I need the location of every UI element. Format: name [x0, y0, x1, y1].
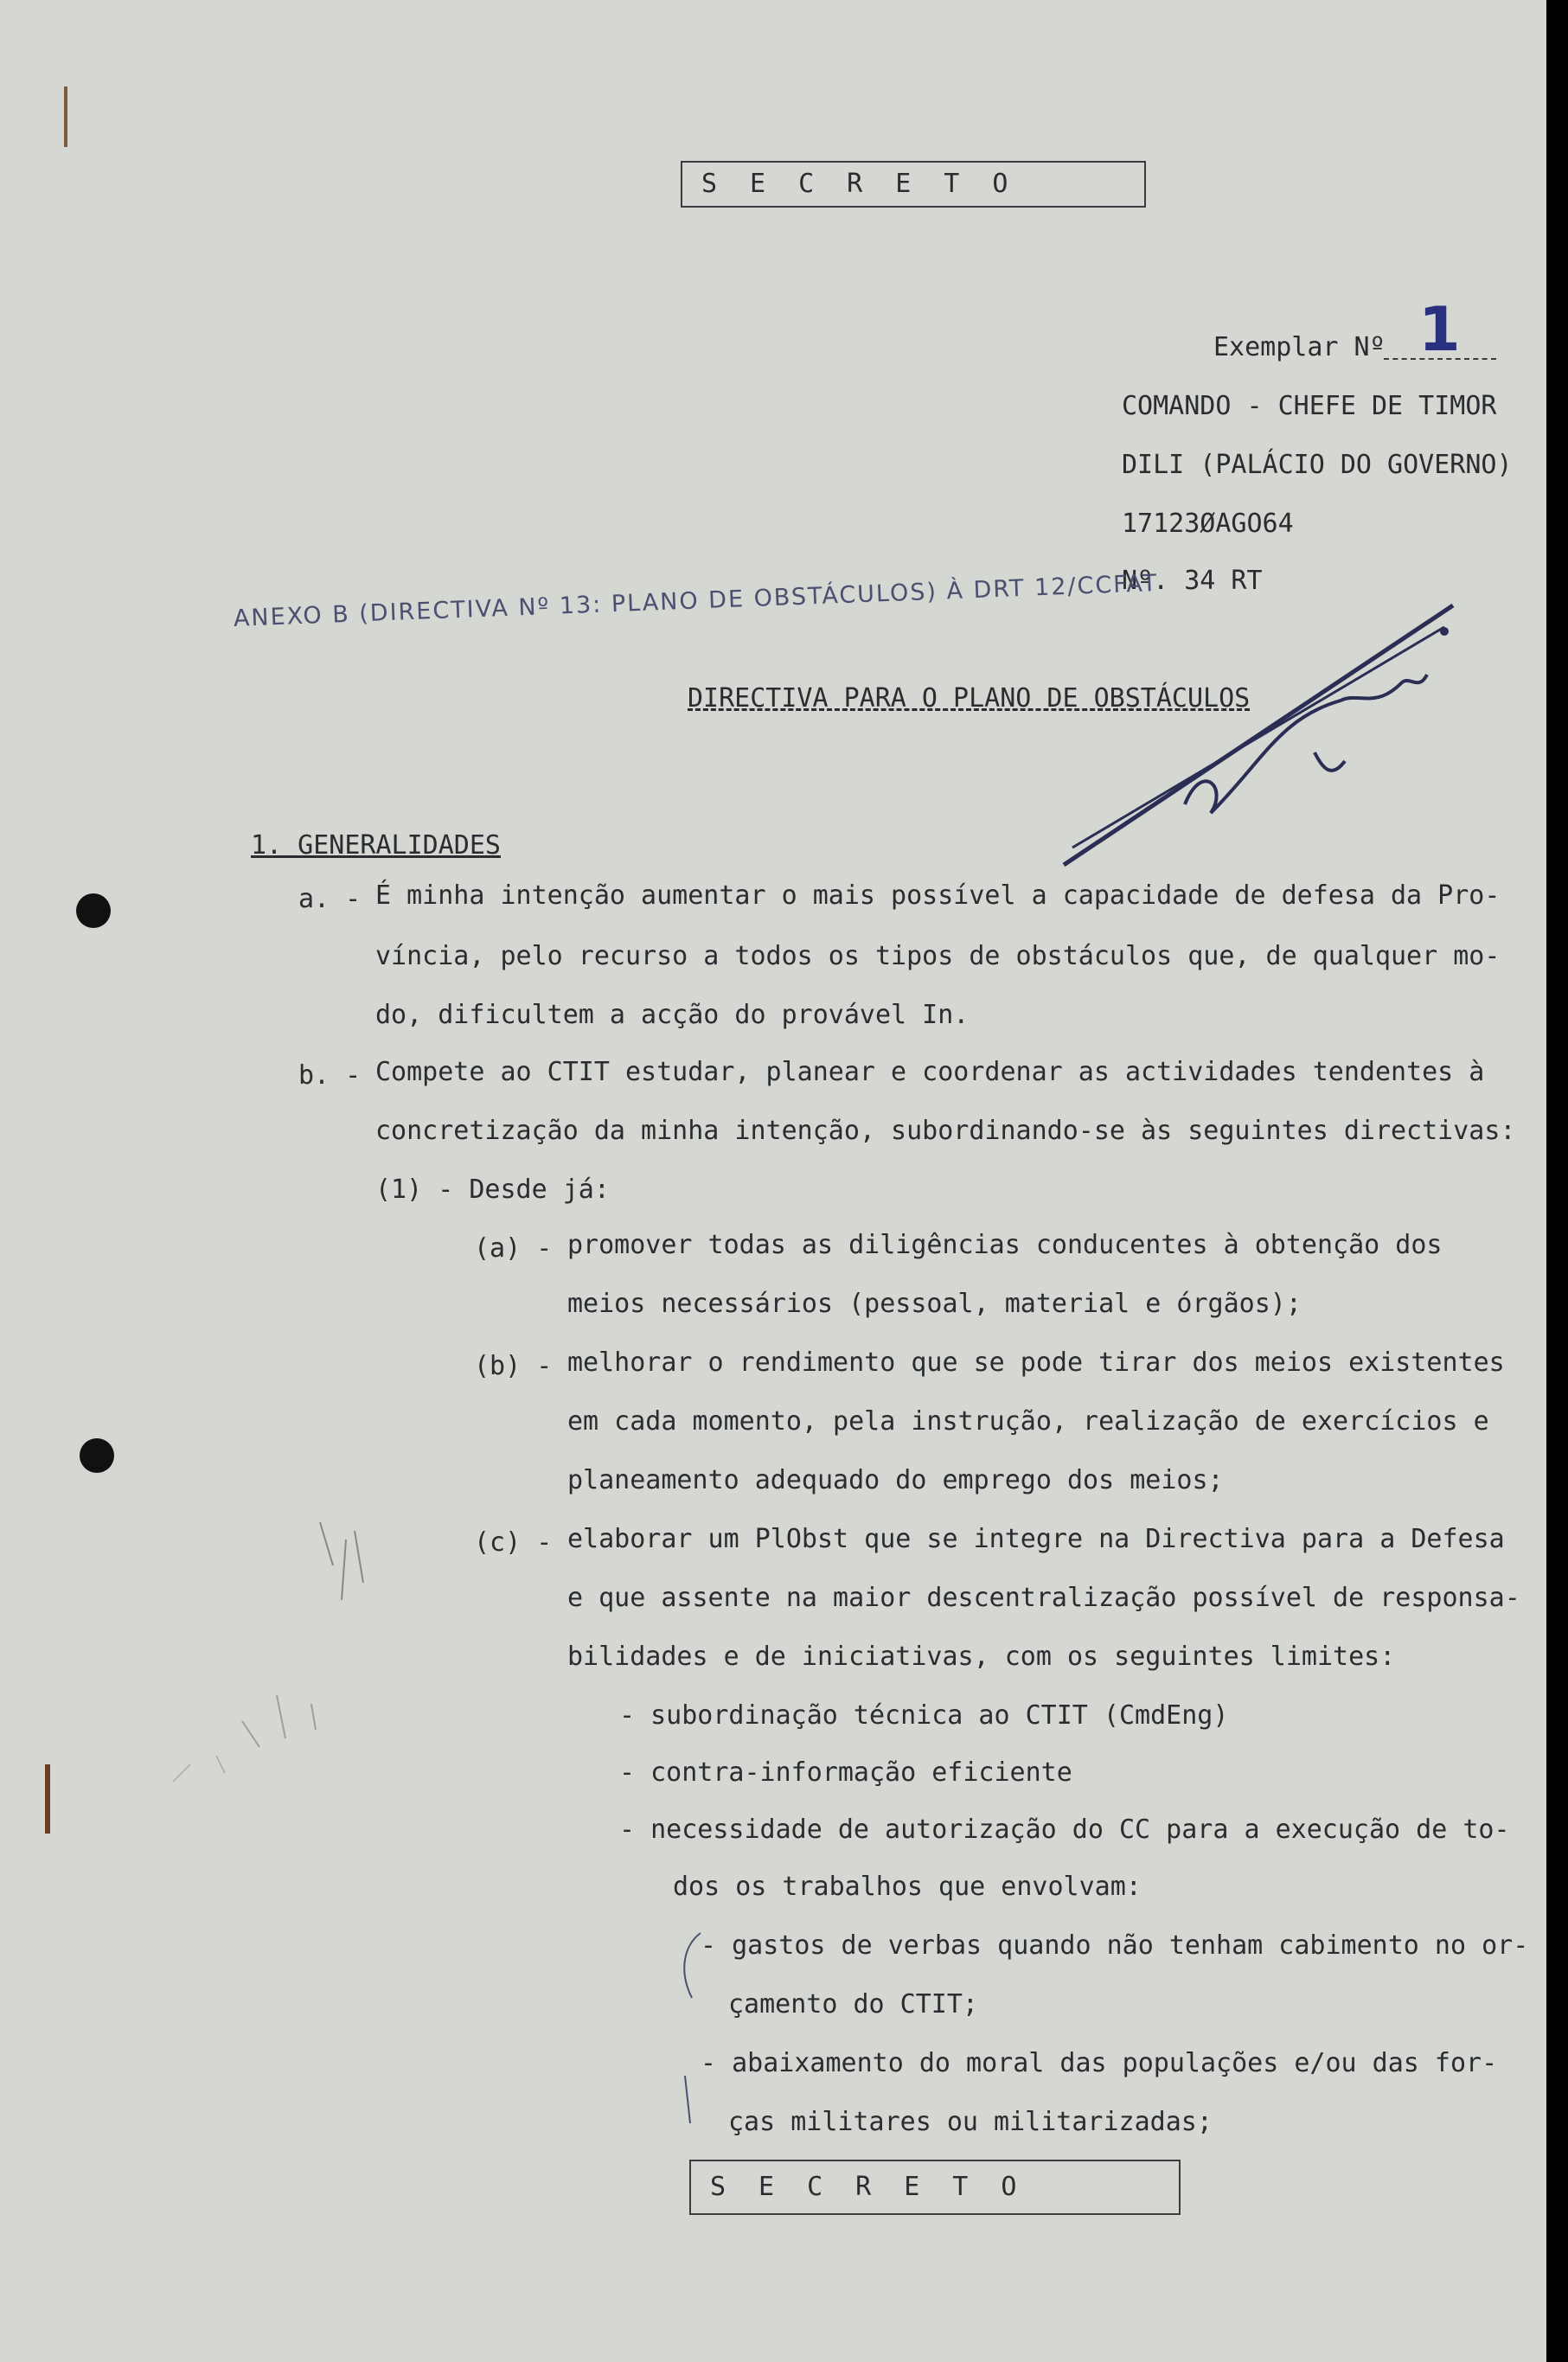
reference-number: Nº. 34 RT	[1122, 566, 1263, 596]
limit-item: - necessidade de autorização do CC para a execução de to-	[619, 1815, 1510, 1845]
secret-stamp-bottom: SECRETO	[689, 2160, 1181, 2215]
text-line: melhorar o rendimento que se pode tirar dos meios existentes	[567, 1347, 1505, 1378]
margin-bracket	[675, 1929, 709, 2128]
subitem-1: (1) - Desde já:	[375, 1175, 610, 1205]
text-line: planeamento adequado do emprego dos meios;	[567, 1465, 1224, 1495]
text-line: bilidades e de iniciativas, com os seguintes limites:	[567, 1642, 1396, 1672]
text-line: Compete ao CTIT estudar, planear e coordenar as actividades tendentes à	[375, 1057, 1485, 1087]
text-line: promover todas as diligências conducentes à obtenção dos	[567, 1230, 1443, 1260]
text-line: concretização da minha intenção, subordinando-se às seguintes directivas:	[375, 1116, 1516, 1146]
subitem-a-label: (a) -	[474, 1233, 553, 1264]
margin-scribble	[164, 1505, 406, 1799]
section-heading: 1. GENERALIDADES	[251, 830, 501, 861]
signature	[1055, 588, 1470, 882]
exemplar-label: Exemplar Nº	[1213, 332, 1386, 362]
staple-mark	[64, 86, 67, 147]
date-time-group: 17123ØAGO64	[1122, 509, 1294, 539]
limit-item: - subordinação técnica ao CTIT (CmdEng)	[619, 1700, 1229, 1731]
subitem-b-label: (b) -	[474, 1351, 553, 1381]
secret-stamp-top: SECRETO	[681, 161, 1146, 208]
text-line: víncia, pelo recurso a todos os tipos de obstáculos que, de qualquer mo-	[375, 941, 1501, 971]
item-b-label: b. -	[298, 1060, 362, 1091]
handwritten-annex-note: ANEXO B (DIRECTIVA Nº 13: PLANO DE OBSTÁCULOS) À DRT 12/CCFAT	[233, 569, 1159, 632]
subitem-c-label: (c) -	[474, 1527, 553, 1558]
location-line: DILI (PALÁCIO DO GOVERNO)	[1122, 450, 1513, 480]
exemplar-number: 1	[1418, 294, 1461, 365]
limit-item: - contra-informação eficiente	[619, 1757, 1072, 1788]
sub-limit-item: - gastos de verbas quando não tenham cabimento no or-	[701, 1930, 1529, 1961]
sub-limit-item: - abaixamento do moral das populações e/ou das for-	[701, 2048, 1498, 2078]
command-line: COMANDO - CHEFE DE TIMOR	[1122, 391, 1497, 421]
punch-hole	[76, 893, 111, 928]
text-line: dos os trabalhos que envolvam:	[673, 1872, 1142, 1902]
text-line: em cada momento, pela instrução, realização de exercícios e	[567, 1406, 1489, 1437]
item-a-label: a. -	[298, 884, 362, 914]
staple-mark	[45, 1764, 50, 1834]
text-line: ças militares ou militarizadas;	[728, 2107, 1213, 2137]
exemplar-underline	[1384, 358, 1496, 360]
text-line: meios necessários (pessoal, material e órgãos);	[567, 1289, 1302, 1319]
text-line: É minha intenção aumentar o mais possível a capacidade de defesa da Pro-	[375, 880, 1501, 911]
text-line: do, dificultem a acção do provável In.	[375, 1000, 970, 1030]
punch-hole	[80, 1438, 114, 1473]
document-title: DIRECTIVA PARA O PLANO DE OBSTÁCULOS	[688, 683, 1251, 714]
text-line: e que assente na maior descentralização possível de responsa-	[567, 1583, 1520, 1613]
text-line: elaborar um PlObst que se integre na Directiva para a Defesa	[567, 1524, 1505, 1554]
text-line: çamento do CTIT;	[728, 1989, 978, 2020]
